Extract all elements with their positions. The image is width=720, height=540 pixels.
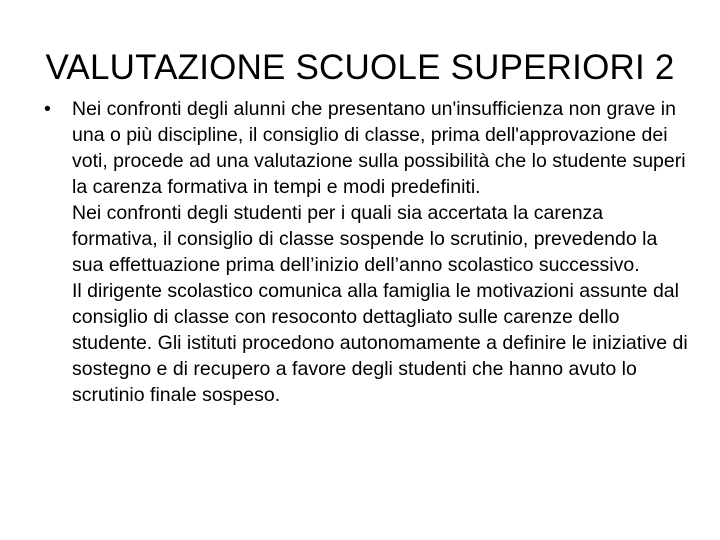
bullet-icon: • (44, 98, 51, 120)
paragraph-family-communication: Il dirigente scolastico comunica alla famiglia le motivazioni assunte dal consiglio di classe con resoconto dettagliato sulle carenze dello studente. Gli istituti procedono autonomamente a definire le iniziative di sostegno e di recupero a favore degli studenti che hanno avuto lo scrutinio finale sospeso. (72, 280, 688, 406)
slide-title: VALUTAZIONE SCUOLE SUPERIORI 2 (45, 48, 675, 87)
slide-body (44, 96, 690, 408)
paragraph-suspended-scrutiny: Nei confronti degli studenti per i quali sia accertata la carenza formativa, il consiglio di classe sospende lo scrutinio, prevedendo la sua effettuazione prima dell’inizio dell’anno scolastico successivo. (72, 202, 658, 276)
bullet-item (44, 96, 690, 408)
paragraph-insufficiency-assessment: Nei confronti degli alunni che presentano un'insufficienza non grave in una o più discipline, il consiglio di classe, prima dell'approvazione dei voti, procede ad una valutazione sulla possibilità che lo studente superi la carenza formativa in tempi e modi predefiniti. (72, 98, 686, 198)
